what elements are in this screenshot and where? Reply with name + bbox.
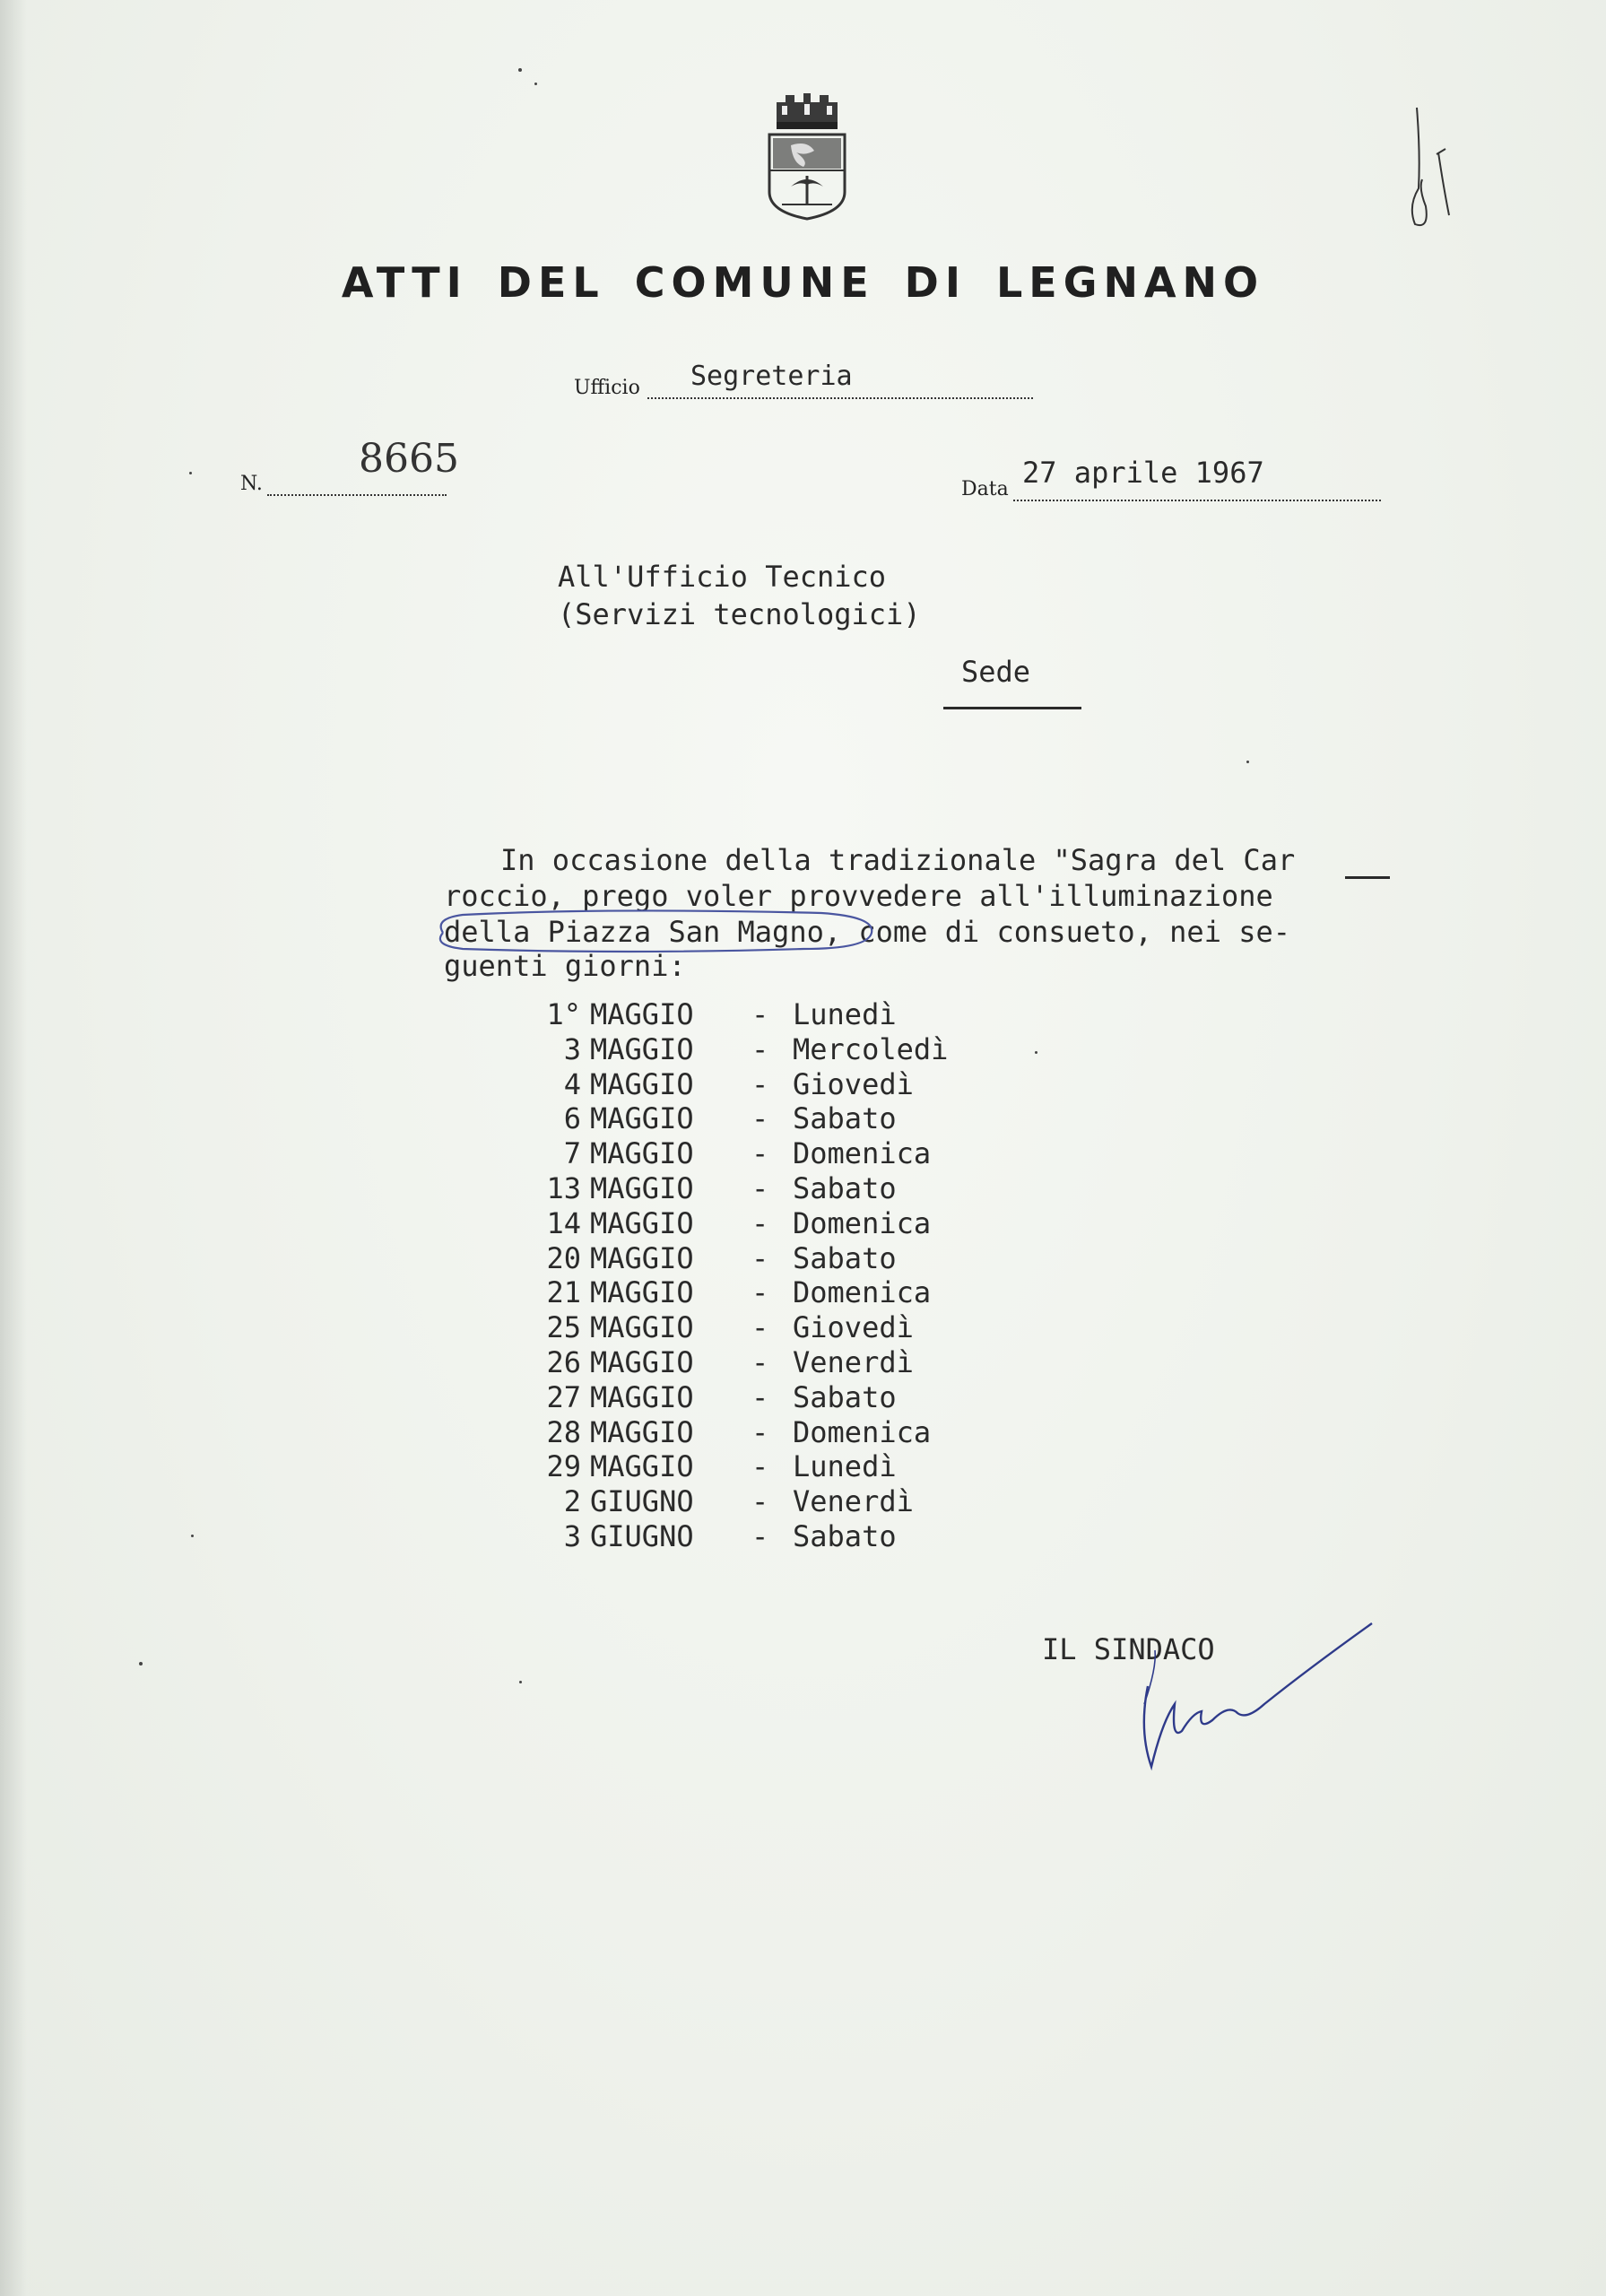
ufficio-value: Segreteria	[690, 361, 853, 392]
day-month: GIUGNO	[590, 1518, 694, 1553]
day-month: MAGGIO	[590, 1449, 694, 1484]
day-separator: -	[751, 1101, 769, 1136]
day-row	[502, 1275, 948, 1310]
day-separator: -	[751, 1449, 769, 1484]
day-number: 29	[546, 1449, 581, 1484]
paper-speck	[189, 472, 192, 474]
paper-speck	[518, 68, 522, 72]
day-name: Domenica	[793, 1136, 932, 1171]
day-separator: -	[751, 1240, 769, 1275]
recipient-line-2: (Servizi tecnologici)	[558, 597, 921, 631]
paper-speck	[1246, 761, 1249, 763]
day-separator: -	[751, 1066, 769, 1101]
day-month: MAGGIO	[590, 1344, 694, 1379]
day-number: 26	[546, 1344, 581, 1379]
day-number: 14	[546, 1205, 581, 1240]
recipient-line-1: All'Ufficio Tecnico	[558, 560, 887, 594]
protocol-number-dotted-line	[267, 494, 447, 496]
day-row	[502, 1101, 948, 1136]
day-separator: -	[751, 1518, 769, 1553]
protocol-number-value: 8665	[359, 436, 459, 482]
day-row	[502, 997, 948, 1032]
day-separator: -	[751, 1344, 769, 1379]
day-name: Sabato	[793, 1379, 897, 1414]
day-month: MAGGIO	[590, 1136, 694, 1171]
day-row	[502, 1380, 948, 1415]
day-name: Sabato	[793, 1518, 897, 1553]
day-number: 13	[546, 1170, 581, 1205]
day-name: Lunedì	[793, 1449, 897, 1484]
paper-speck	[1035, 1051, 1037, 1054]
day-number: 3	[563, 1518, 581, 1553]
day-row	[502, 1345, 948, 1380]
day-row	[502, 1206, 948, 1241]
day-month: MAGGIO	[590, 1031, 694, 1066]
day-separator: -	[751, 1170, 769, 1205]
day-separator: -	[751, 1031, 769, 1066]
day-separator: -	[751, 1136, 769, 1171]
day-number: 25	[546, 1310, 581, 1345]
day-row	[502, 1449, 948, 1484]
protocol-number-label: N.	[240, 473, 263, 495]
paper-speck	[519, 1681, 522, 1683]
day-row	[502, 1067, 948, 1102]
day-row	[502, 1171, 948, 1206]
day-row	[502, 1415, 948, 1450]
day-month: MAGGIO	[590, 1101, 694, 1136]
day-separator: -	[751, 1205, 769, 1240]
sede-underline	[943, 707, 1081, 709]
body-line-2: roccio, prego voler provvedere all'illuminazione	[444, 879, 1273, 913]
day-month: MAGGIO	[590, 1205, 694, 1240]
day-separator: -	[751, 1414, 769, 1449]
day-month: MAGGIO	[590, 1066, 694, 1101]
day-separator: -	[751, 1275, 769, 1310]
day-number: 27	[546, 1379, 581, 1414]
car-underline	[1345, 876, 1390, 879]
day-month: MAGGIO	[590, 1170, 694, 1205]
day-row	[502, 1136, 948, 1171]
day-name: Giovedì	[793, 1066, 914, 1101]
mayor-label: IL SINDACO	[1042, 1632, 1215, 1666]
day-row	[502, 1310, 948, 1345]
paper-speck	[191, 1535, 194, 1537]
day-separator: -	[751, 1379, 769, 1414]
day-month: MAGGIO	[590, 997, 694, 1031]
page-edge-shadow	[0, 0, 27, 2296]
day-name: Domenica	[793, 1205, 932, 1240]
day-number: 3	[563, 1031, 581, 1066]
day-name: Venerdì	[793, 1344, 914, 1379]
day-number: 4	[563, 1066, 581, 1101]
ufficio-label: Ufficio	[574, 377, 640, 399]
signature-icon	[1112, 1614, 1381, 1785]
recipient-line-3: Sede	[961, 655, 1031, 689]
day-row	[502, 1032, 948, 1067]
day-month: MAGGIO	[590, 1275, 694, 1310]
date-dotted-line	[1013, 500, 1381, 501]
day-month: GIUGNO	[590, 1484, 694, 1519]
day-number: 20	[546, 1240, 581, 1275]
date-value: 27 aprile 1967	[1022, 456, 1264, 490]
day-month: MAGGIO	[590, 1414, 694, 1449]
day-number: 6	[563, 1101, 581, 1136]
ufficio-dotted-line	[647, 397, 1033, 399]
day-name: Sabato	[793, 1240, 897, 1275]
paper-speck	[534, 83, 537, 85]
letterhead-title: ATTI DEL COMUNE DI LEGNANO	[341, 258, 1265, 307]
day-number: 1°	[546, 997, 581, 1031]
day-row	[502, 1484, 948, 1519]
day-name: Domenica	[793, 1275, 932, 1310]
body-line-4: guenti giorni:	[444, 949, 686, 983]
day-number: 2	[563, 1484, 581, 1519]
day-month: MAGGIO	[590, 1310, 694, 1345]
body-line-3: della Piazza San Magno, come di consueto, nei se-	[444, 915, 1291, 949]
date-label: Data	[961, 478, 1009, 500]
day-number: 7	[563, 1136, 581, 1171]
day-name: Venerdì	[793, 1484, 914, 1519]
day-separator: -	[751, 997, 769, 1031]
day-separator: -	[751, 1310, 769, 1345]
body-line-1: In occasione della tradizionale "Sagra del Car	[500, 843, 1296, 877]
day-name: Mercoledì	[793, 1031, 949, 1066]
day-row	[502, 1241, 948, 1276]
day-month: MAGGIO	[590, 1240, 694, 1275]
paper-speck	[139, 1662, 143, 1665]
day-name: Lunedì	[793, 997, 897, 1031]
day-name: Sabato	[793, 1101, 897, 1136]
day-name: Domenica	[793, 1414, 932, 1449]
coat-of-arms-icon	[764, 86, 850, 221]
day-separator: -	[751, 1484, 769, 1519]
day-number: 28	[546, 1414, 581, 1449]
day-number: 21	[546, 1275, 581, 1310]
days-list	[502, 997, 948, 1554]
handwritten-margin-note-icon	[1399, 99, 1462, 233]
day-row	[502, 1519, 948, 1554]
day-name: Giovedì	[793, 1310, 914, 1345]
day-name: Sabato	[793, 1170, 897, 1205]
day-month: MAGGIO	[590, 1379, 694, 1414]
